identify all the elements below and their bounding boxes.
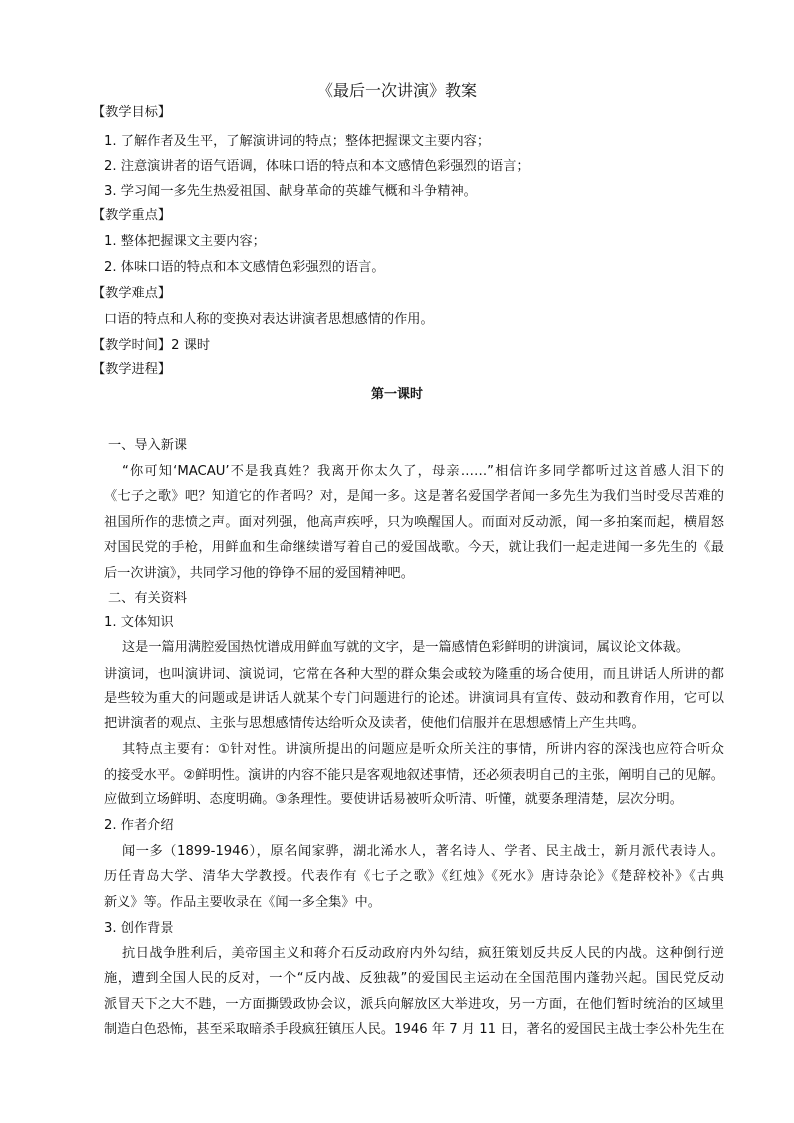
section2-heading: 二、有关资料 — [108, 591, 188, 606]
section1-heading: 一、导入新课 — [108, 438, 188, 453]
author-paragraph-line: 新义》等。作品主要收录在《闻一多全集》中。 — [104, 895, 381, 910]
background-paragraph-line: 制造白色恐怖，甚至采取暗杀手段疯狂镇压人民。1946 年 7 月 11 日，著名的爱国民主战士李公朴先生在 — [104, 1022, 724, 1037]
section1-paragraph-line: “你可知‘MACAU’不是我真姓？我离开你太久了，母亲……”相信许多同学都听过这首感人泪下的 — [122, 464, 724, 479]
goal-item: 3. 学习闻一多先生热爱祖国、献身革命的英雄气概和斗争精神。 — [104, 184, 477, 199]
difficult-points-heading: 【教学难点】 — [92, 286, 172, 301]
key-point-item: 2. 体味口语的特点和本文感情色彩强烈的语言。 — [104, 260, 385, 275]
genre-paragraph-line: 讲演词，也叫演讲词、演说词，它常在各种大型的群众集会或较为隆重的场合使用，而且讲话人所讲的都 — [104, 667, 724, 682]
key-point-item: 1. 整体把握课文主要内容； — [104, 234, 266, 249]
goal-item: 1. 了解作者及生平，了解演讲词的特点；整体把握课文主要内容； — [104, 134, 491, 149]
teaching-process-heading: 【教学进程】 — [92, 362, 172, 377]
lesson-title: 第一课时 — [370, 387, 423, 402]
document-title: 《最后一次讲演》教案 — [316, 81, 477, 100]
background-paragraph-line: 施，遭到全国人民的反对，一个“反内战、反独裁”的爱国民主运动在全国范围内蓬勃兴起。国民党反动 — [104, 971, 724, 986]
teaching-time: 【教学时间】2 课时 — [92, 338, 211, 353]
features-paragraph-line: 的接受水平。②鲜明性。演讲的内容不能只是客观地叙述事情，还必须表明自己的主张，阐明自己的见解。 — [104, 768, 724, 783]
section1-paragraph-line: 对国民党的手枪，用鲜血和生命继续谱写着自己的爱国战歌。今天，就让我们一起走进闻一多先生的《最 — [104, 540, 724, 555]
background-heading: 3. 创作背景 — [104, 921, 174, 936]
author-paragraph-line: 历任青岛大学、清华大学教授。代表作有《七子之歌》《红烛》《死水》唐诗杂论》《楚辞校补》《古典 — [104, 869, 724, 884]
genre-paragraph-line: 是些较为重大的问题或是讲话人就某个专门问题进行的论述。讲演词具有宣传、鼓动和教育作用，它可以 — [104, 691, 724, 706]
author-paragraph-line: 闻一多（1899-1946），原名闻家骅，湖北浠水人，著名诗人、学者、民主战士，新月派代表诗人。 — [122, 844, 724, 859]
genre-paragraph-line: 把讲演者的观点、主张与思想感情传达给听众及读者，使他们信服并在思想感情上产生共鸣。 — [104, 716, 645, 731]
section1-paragraph-line: 《七子之歌》吧？知道它的作者吗？对，是闻一多。这是著名爱国学者闻一多先生为我们当时受尽苦难的 — [104, 489, 724, 504]
features-paragraph-line: 其特点主要有：①针对性。讲演所提出的问题应是听众所关注的事情，所讲内容的深浅也应符合听众 — [122, 742, 724, 757]
genre-paragraph-line: 这是一篇用满腔爱国热忱谱成用鲜血写就的文字，是一篇感情色彩鲜明的讲演词，属议论文体裁。 — [122, 640, 690, 655]
section1-paragraph-line: 祖国所作的悲愤之声。面对列强，他高声疾呼，只为唤醒国人。而面对反动派，闻一多拍案而起，横眉怒 — [104, 515, 724, 530]
difficult-points-text: 口语的特点和人称的变换对表达讲演者思想感情的作用。 — [104, 312, 434, 327]
background-paragraph-line: 抗日战争胜利后，美帝国主义和蒋介石反动政府内外勾结，疯狂策划反共反人民的内战。这种倒行逆 — [122, 946, 724, 961]
goal-item: 2. 注意演讲者的语气语调，体味口语的特点和本文感情色彩强烈的语言； — [104, 159, 530, 174]
background-paragraph-line: 派冒天下之大不韪，一方面撕毁政协会议，派兵向解放区大举进攻，另一方面，在他们暂时统治的区域里 — [104, 997, 724, 1012]
key-points-heading: 【教学重点】 — [92, 208, 172, 223]
section1-paragraph-line: 后一次讲演》，共同学习他的铮铮不屈的爱国精神吧。 — [104, 566, 414, 581]
teaching-goals-heading: 【教学目标】 — [92, 105, 172, 120]
genre-knowledge-heading: 1. 文体知识 — [104, 615, 174, 630]
features-paragraph-line: 应做到立场鲜明、态度明确。③条理性。要使讲话易被听众听清、听懂，就要条理清楚，层次分明。 — [104, 792, 683, 807]
author-intro-heading: 2. 作者介绍 — [104, 818, 174, 833]
